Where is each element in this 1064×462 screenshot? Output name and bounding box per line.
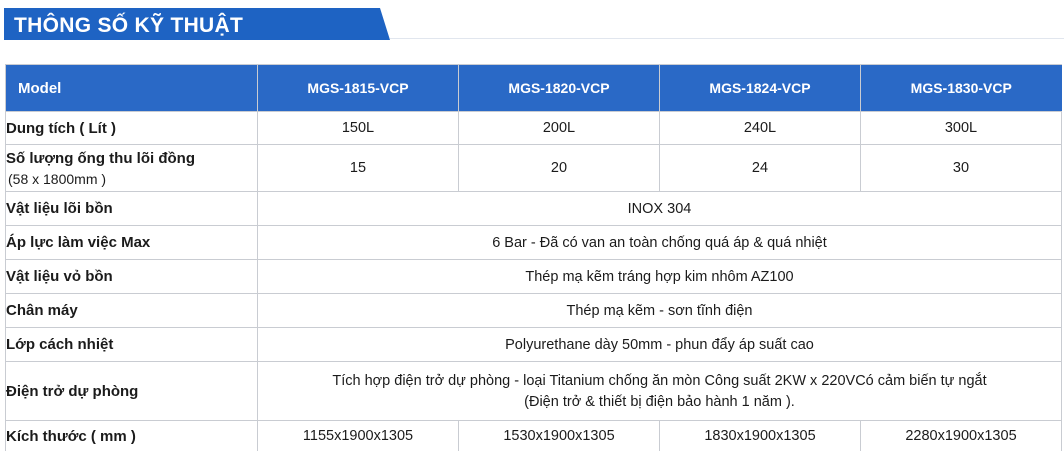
row-label: Điện trở dự phòng: [6, 362, 258, 421]
table-row-max-pressure: [6, 226, 1062, 260]
table-cell: Thép mạ kẽm - sơn tĩnh điện: [258, 294, 1062, 328]
table-cell: 6 Bar - Đã có van an toàn chống quá áp & quá nhiệt: [258, 226, 1062, 260]
row-label: Chân máy: [6, 294, 258, 328]
table-cell: 20: [459, 145, 660, 192]
table-row-stand: [6, 294, 1062, 328]
section-title: THÔNG SỐ KỸ THUẬT: [14, 14, 244, 37]
cell-line: (Điện trở & thiết bị điện bảo hành 1 năm ).: [524, 393, 795, 410]
header-model-1: MGS-1815-VCP: [258, 65, 459, 112]
table-row-tubes: [6, 145, 1062, 192]
table-row-dimensions: [6, 421, 1062, 452]
header-model-3: MGS-1824-VCP: [660, 65, 861, 112]
row-label: Vật liệu lõi bồn: [6, 192, 258, 226]
table-cell: 1530x1900x1305: [459, 421, 660, 452]
table-cell: [258, 362, 1062, 421]
header-model-label: Model: [6, 65, 258, 112]
row-label: Kích thước ( mm ): [6, 421, 258, 452]
table-cell: Thép mạ kẽm tráng hợp kim nhôm AZ100: [258, 260, 1062, 294]
header-model-4: MGS-1830-VCP: [861, 65, 1062, 112]
spec-table: [5, 64, 1062, 451]
table-row-capacity: [6, 112, 1062, 145]
table-cell: 30: [861, 145, 1062, 192]
table-cell: 200L: [459, 112, 660, 145]
row-label: Dung tích ( Lít ): [6, 112, 258, 145]
table-header-row: [6, 65, 1062, 112]
table-cell: 1155x1900x1305: [258, 421, 459, 452]
table-cell: Polyurethane dày 50mm - phun đẩy áp suất cao: [258, 328, 1062, 362]
row-label: Áp lực làm việc Max: [6, 226, 258, 260]
row-label-cell: [6, 145, 258, 192]
table-row-backup-heater: [6, 362, 1062, 421]
table-row-shell-material: [6, 260, 1062, 294]
header-model-2: MGS-1820-VCP: [459, 65, 660, 112]
table-cell: 240L: [660, 112, 861, 145]
section-header: [0, 0, 1064, 50]
row-sublabel: (58 x 1800mm ): [8, 170, 107, 187]
row-label: Số lượng ống thu lõi đồng: [6, 149, 195, 167]
table-row-core-material: [6, 192, 1062, 226]
table-cell: 15: [258, 145, 459, 192]
row-label: Vật liệu vỏ bồn: [6, 260, 258, 294]
table-cell: 2280x1900x1305: [861, 421, 1062, 452]
row-label: Lớp cách nhiệt: [6, 328, 258, 362]
table-cell: 300L: [861, 112, 1062, 145]
cell-line: Tích hợp điện trở dự phòng - loại Titanium chống ăn mòn Công suất 2KW x 220VCó cảm biến tự ngắt: [332, 372, 987, 389]
table-cell: 150L: [258, 112, 459, 145]
table-cell: 24: [660, 145, 861, 192]
header-divider: [390, 38, 1064, 39]
table-row-insulation: [6, 328, 1062, 362]
table-cell: 1830x1900x1305: [660, 421, 861, 452]
table-cell: INOX 304: [258, 192, 1062, 226]
